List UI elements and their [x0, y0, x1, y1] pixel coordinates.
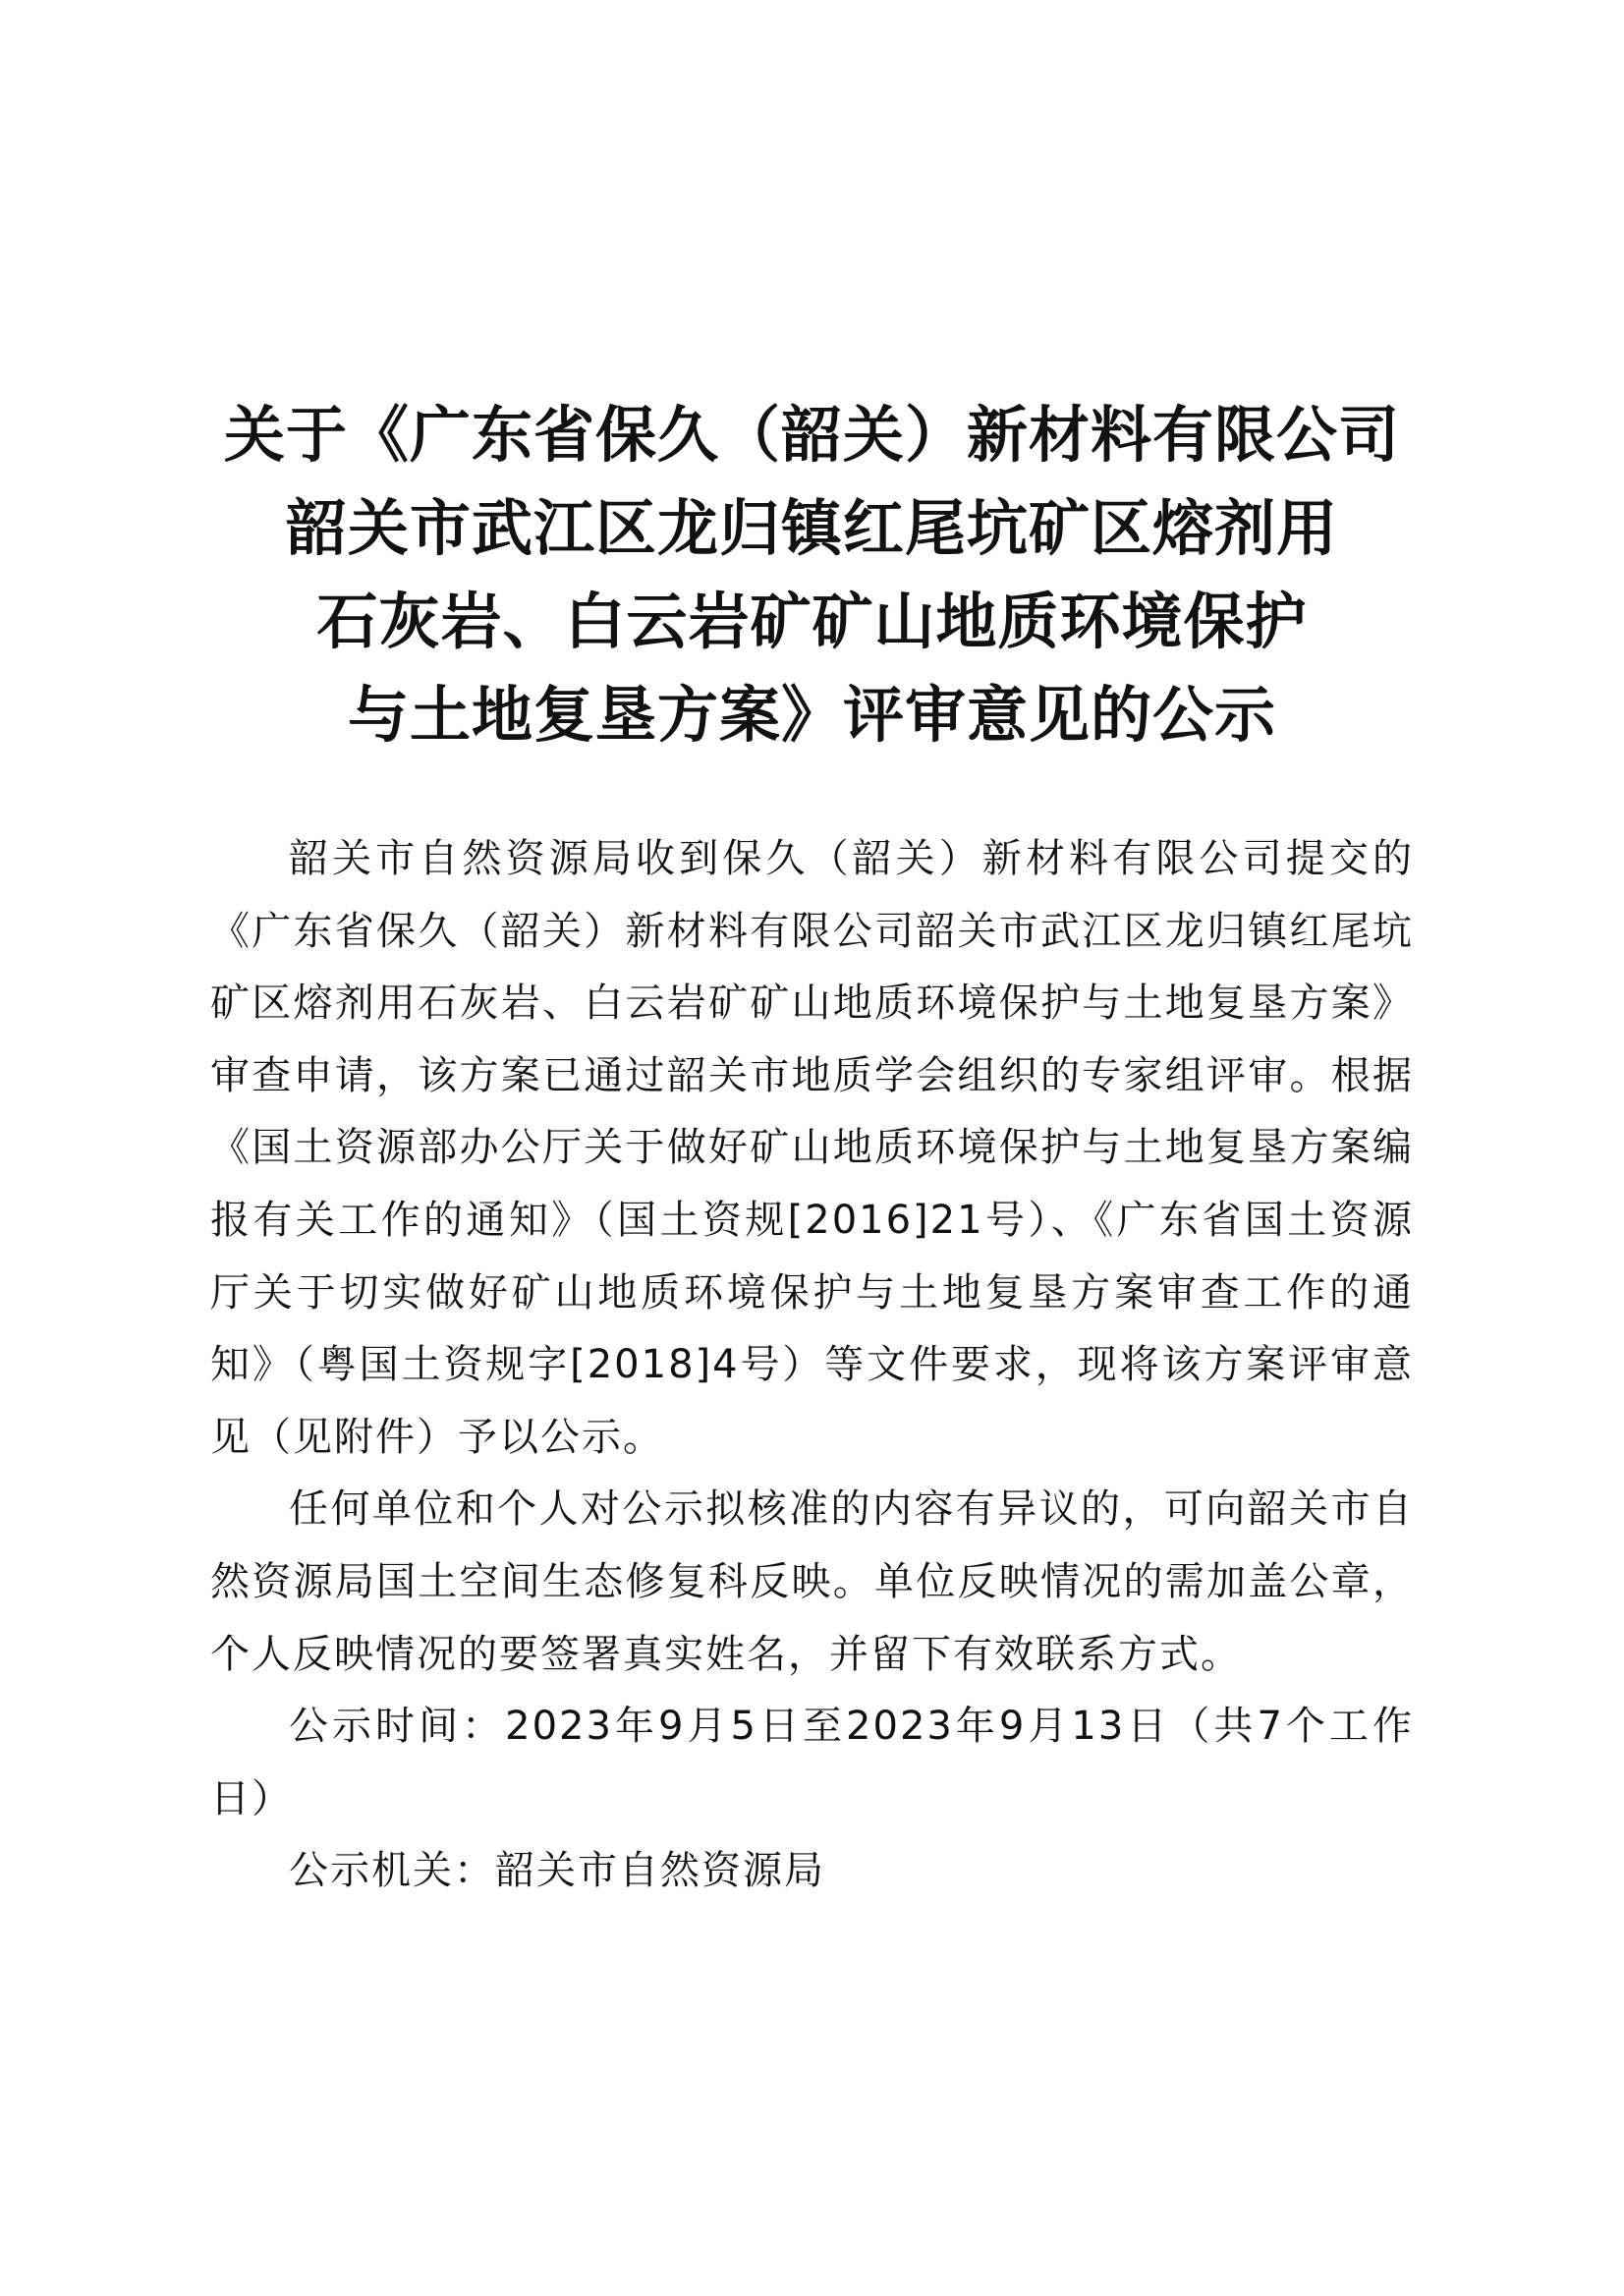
paragraph-period: 公示时间：2023年9月5日至2023年9月13日（共7个工作日）	[210, 1704, 1414, 1821]
paragraph-objection: 任何单位和个人对公示拟核准的内容有异议的，可向韶关市自然资源局国土空间生态修复科反映。单位反映情况的需加盖公章，个人反映情况的要签署真实姓名，并留下有效联系方式。	[210, 1486, 1414, 1677]
document-title	[147, 388, 1477, 761]
paragraph-notice: 韶关市自然资源局收到保久（韶关）新材料有限公司提交的《广东省保久（韶关）新材料有限公司韶关市武江区龙归镇红尾坑矿区熔剂用石灰岩、白云岩矿矿山地质环境保护与土地复垦方案》审查申请，该方案已通过韶关市地质学会组织的专家组评审。根据《国土资源部办公厅关于做好矿山地质环境保护与土地复垦方案编报有关工作的通知》（国土资规[2016]21号）、《广东省国土资源厅关于切实做好矿山地质环境保护与土地复垦方案审查工作的通知》（粤国土资规字[2018]4号）等文件要求，现将该方案评审意见（见附件）予以公示。	[210, 836, 1414, 1460]
paragraph-authority: 公示机关：韶关市自然资源局	[289, 1848, 825, 1894]
title-line-3: 石灰岩、白云岩矿矿山地质环境保护	[316, 586, 1308, 657]
title-line-4: 与土地复垦方案》评审意见的公示	[347, 679, 1276, 751]
title-line-2: 韶关市武江区龙归镇红尾坑矿区熔剂用	[285, 492, 1338, 564]
title-line-1: 关于《广东省保久（韶关）新材料有限公司	[223, 399, 1400, 471]
document-body	[210, 823, 1414, 1908]
